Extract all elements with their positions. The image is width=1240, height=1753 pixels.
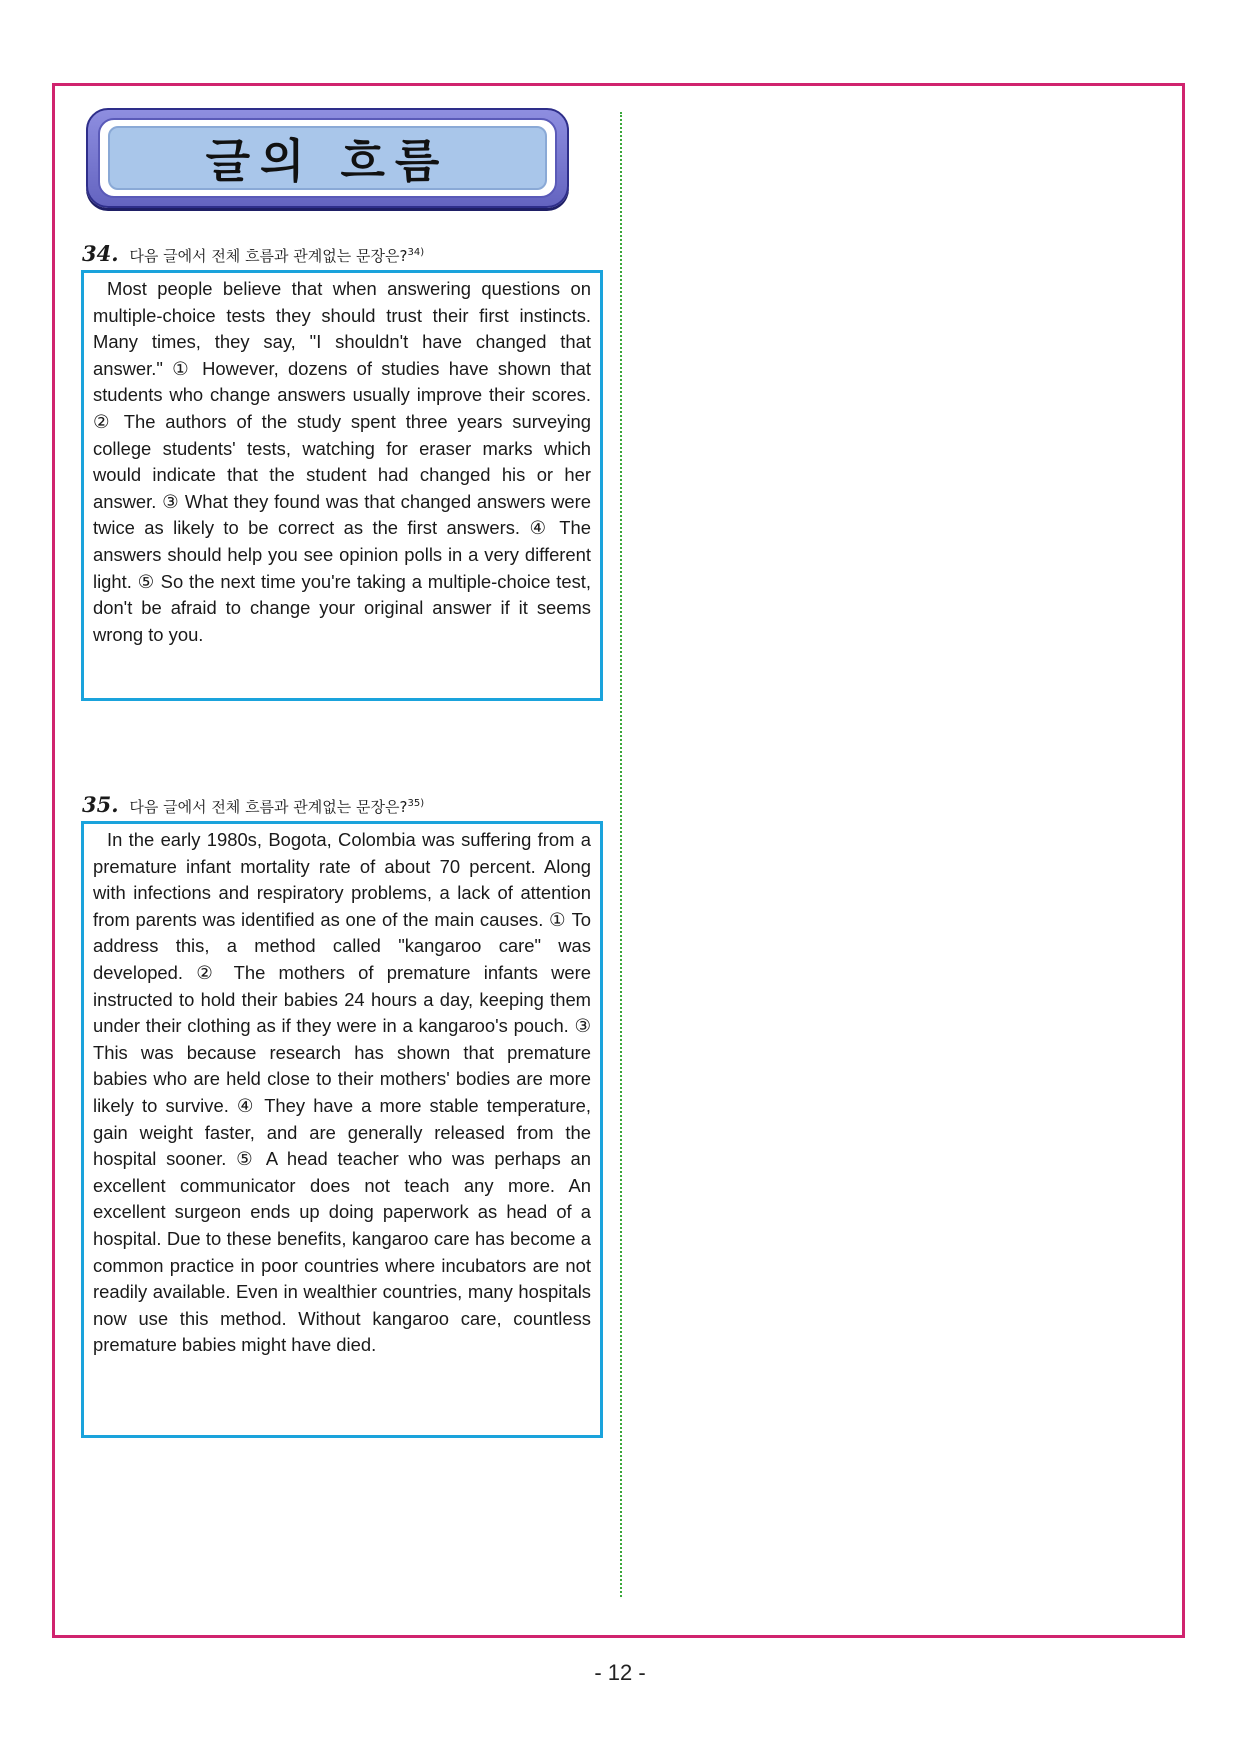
- question-prompt: 다음 글에서 전체 흐름과 관계없는 문장은?: [129, 247, 408, 265]
- question-number: 34.: [82, 241, 119, 266]
- question-footnote: 35): [407, 798, 425, 809]
- banner-inner: [108, 126, 547, 190]
- section-banner: [86, 108, 569, 208]
- column-divider: [620, 112, 622, 1597]
- page-number: - 12 -: [594, 1660, 646, 1685]
- question-35-header: [82, 794, 602, 817]
- question-34-header: [82, 243, 602, 266]
- banner-ring: [98, 118, 557, 198]
- question-prompt: 다음 글에서 전체 흐름과 관계없는 문장은?: [129, 798, 408, 816]
- question-number: 35.: [82, 792, 119, 817]
- section-title: 글의 흐름: [205, 134, 450, 188]
- question-35-passage: In the early 1980s, Bogota, Colombia was suffering from a premature infant mortality rate of about 70 percent. Along with infections and respiratory problems, a lack of attention from parents was identified as one of the main causes. ① To address this, a method called "kangaroo care" was developed. ② The mothers of premature infants were instructed to hold their babies 24 hours a day, keeping them under their clothing as if they were in a kangaroo's pouch. ③ This was because research has shown that premature babies who are held close to their mothers' bodies are more likely to survive. ④ They have a more stable temperature, gain weight faster, and are generally released from the hospital sooner. ⑤ A head teacher who was perhaps an excellent communicator does not teach any more. An excellent surgeon ends up doing paperwork as head of a hospital. Due to these benefits, kangaroo care has become a common practice in poor countries where incubators are not readily available. Even in wealthier countries, many hospitals now use this method. Without kangaroo care, countless premature babies might have died.: [81, 821, 603, 1438]
- question-34-passage: Most people believe that when answering questions on multiple-choice tests they should trust their first instincts. Many times, they say, "I shouldn't have changed that answer." ① However, dozens of studies have shown that students who change answers usually improve their scores. ② The authors of the study spent three years surveying college students' tests, watching for eraser marks which would indicate that the student had changed his or her answer. ③ What they found was that changed answers were twice as likely to be correct as the first answers. ④ The answers should help you see opinion polls in a very different light. ⑤ So the next time you're taking a multiple-choice test, don't be afraid to change your original answer if it seems wrong to you.: [81, 270, 603, 701]
- question-footnote: 34): [407, 247, 425, 258]
